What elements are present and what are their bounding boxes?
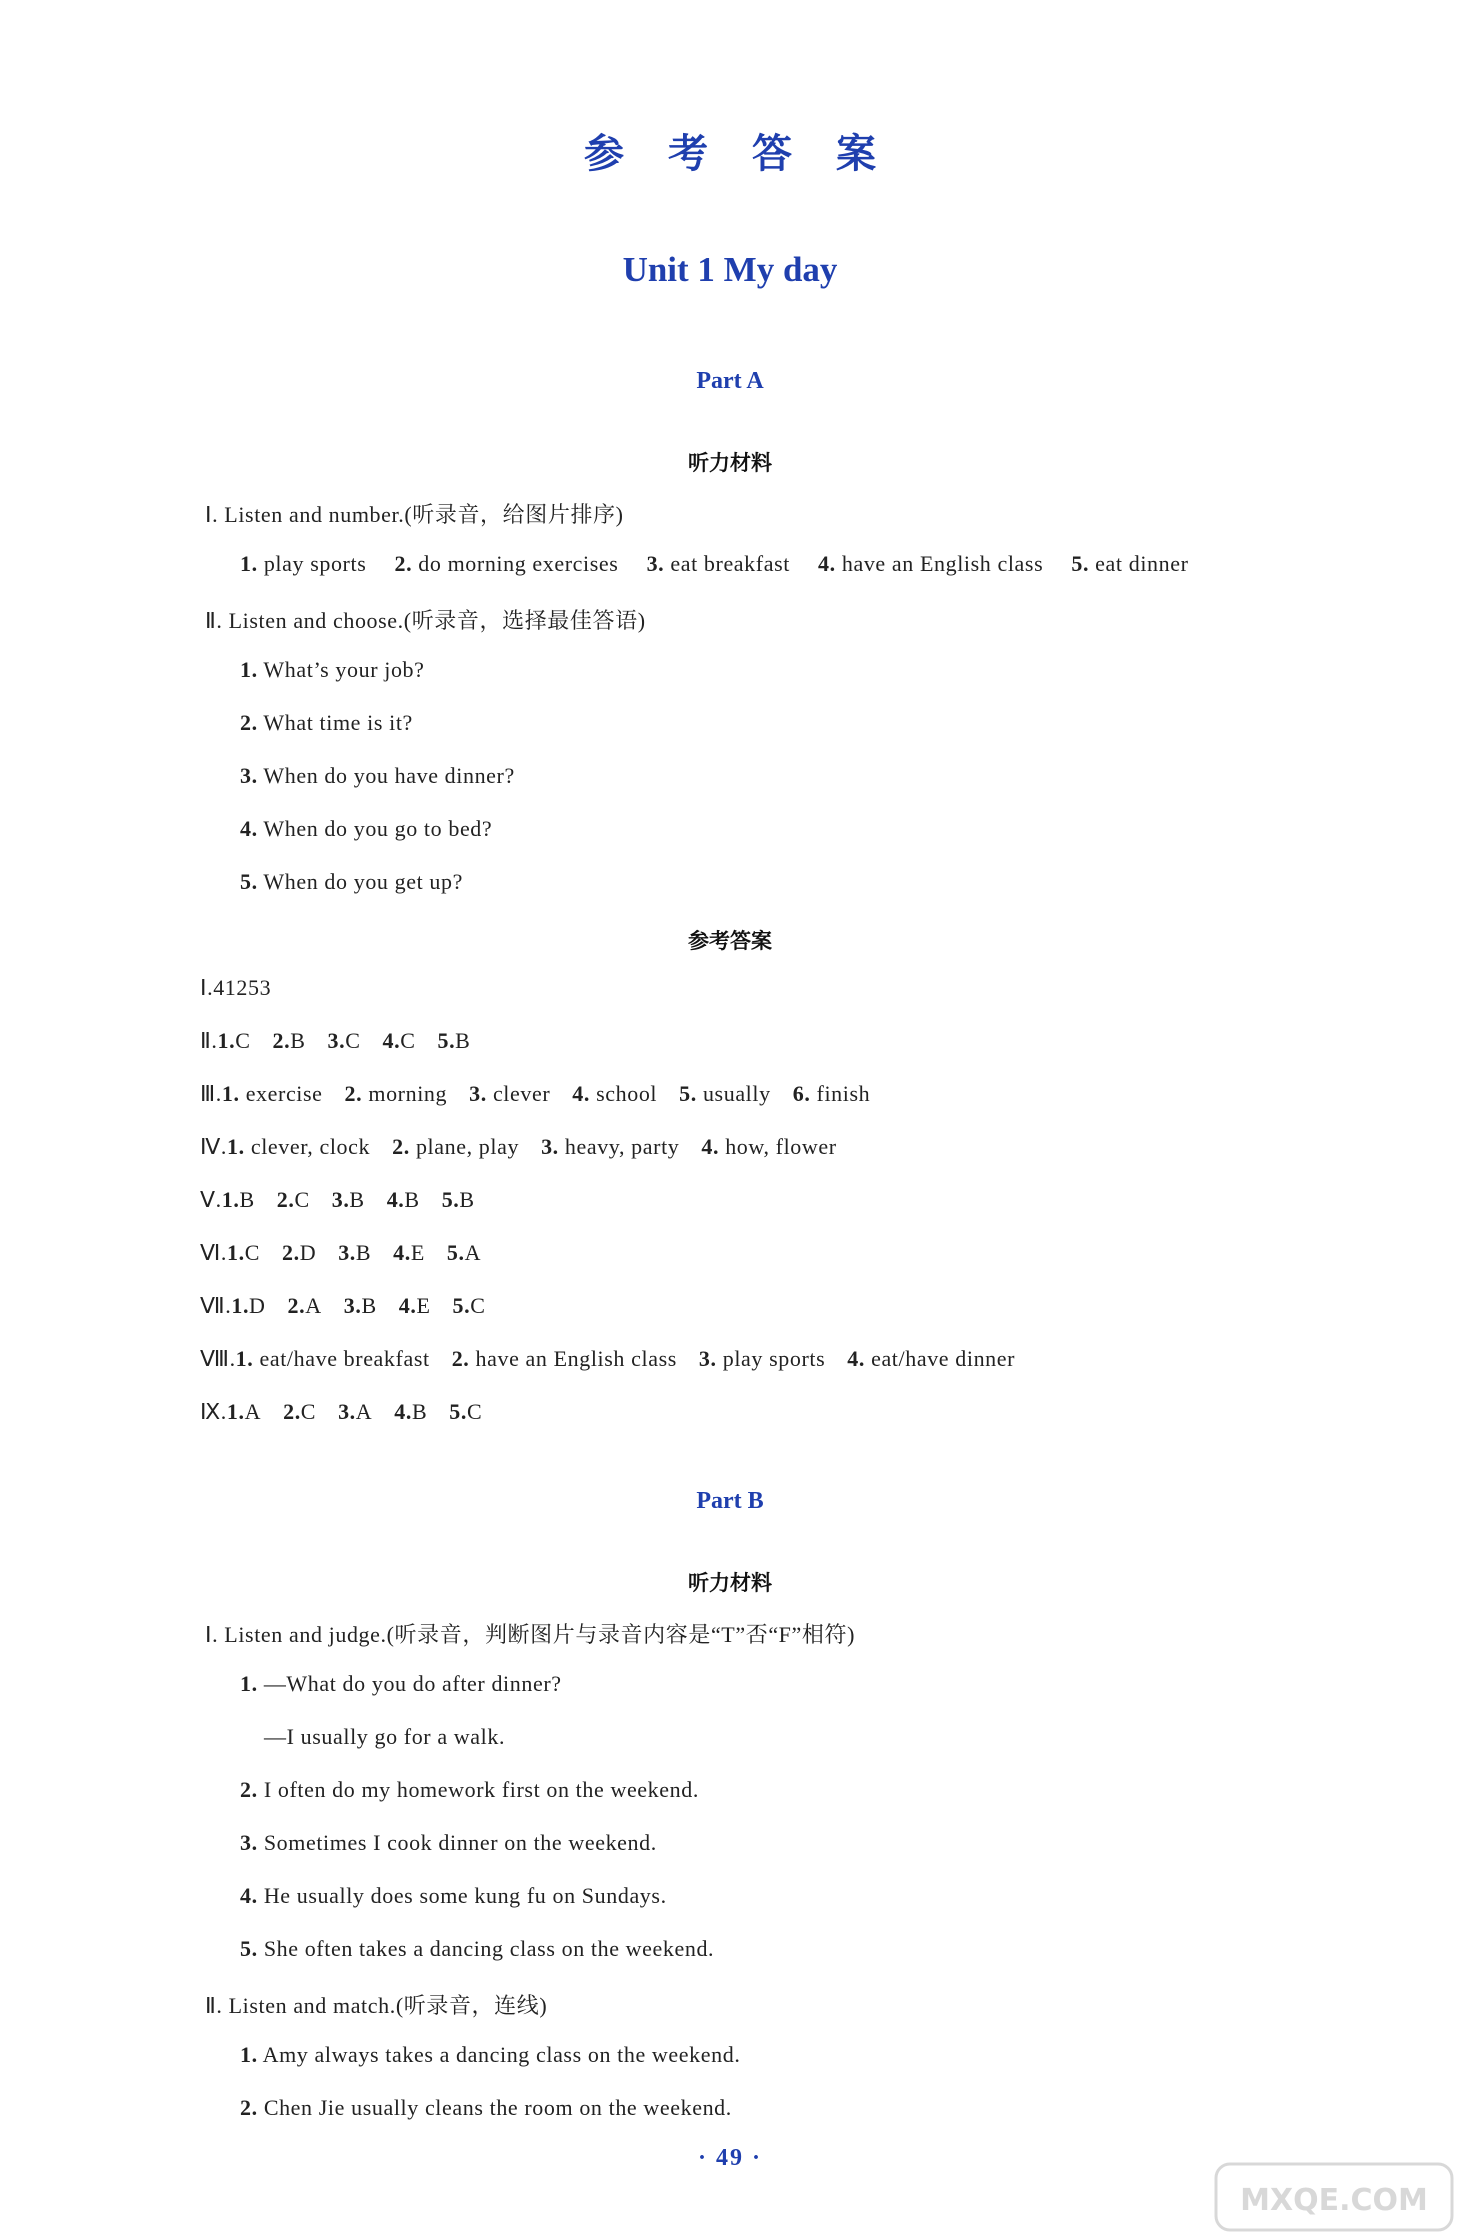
- answer-row: [200, 1134, 837, 1160]
- part-b-heading: Part B: [696, 1488, 764, 1514]
- answer-row: [200, 1240, 481, 1266]
- question-line: [240, 2042, 740, 2068]
- answer-text: A: [305, 1293, 322, 1318]
- answer-text: C: [466, 1399, 483, 1424]
- roman-numeral: Ⅱ.: [200, 1028, 218, 1053]
- item-number: 5.: [1071, 551, 1090, 576]
- item-number: 3.: [698, 1346, 717, 1371]
- item-number: 1.: [217, 1028, 236, 1053]
- item-number: 3.: [541, 1134, 559, 1159]
- answer-text: how, flower: [725, 1134, 837, 1159]
- item-number: 3.: [240, 1830, 258, 1855]
- answer-text: B: [411, 1399, 428, 1424]
- answer-text: B: [361, 1293, 377, 1318]
- roman-numeral: Ⅷ.: [200, 1346, 236, 1371]
- roman-numeral: Ⅰ.: [200, 975, 214, 1000]
- item-number: 1.: [231, 1293, 250, 1318]
- item-number: 4.: [572, 1081, 590, 1106]
- answer-row: [200, 975, 271, 1001]
- answer-text: B: [239, 1187, 255, 1212]
- item-text: He usually does some kung fu on Sundays.: [263, 1883, 667, 1908]
- item-number: 2.: [240, 2095, 258, 2120]
- answer-row: [200, 1346, 1015, 1372]
- answer-text: morning: [368, 1081, 448, 1106]
- item-number: 1.: [227, 1240, 245, 1265]
- roman-numeral: Ⅳ.: [200, 1134, 228, 1159]
- item-number: 2.: [240, 710, 258, 735]
- question-line: [240, 1830, 657, 1856]
- answer-text: C: [300, 1399, 317, 1424]
- item-number: 1.: [221, 1187, 240, 1212]
- item-number: 3.: [338, 1399, 356, 1424]
- item-number: 4.: [701, 1134, 720, 1159]
- item-text: What’s your job?: [263, 657, 425, 682]
- item-number: 1.: [226, 1399, 245, 1424]
- answer-row: [200, 1399, 482, 1425]
- answer-text: B: [455, 1028, 471, 1053]
- part-a-heading: Part A: [696, 368, 764, 394]
- page-title: 参考答案: [584, 130, 920, 177]
- watermark-text: MXQE.COM: [1240, 2183, 1428, 2218]
- question-line: [240, 1936, 714, 1962]
- item-number: 4.: [386, 1187, 405, 1212]
- part-b-section-2-label: Ⅱ. Listen and match.(听录音，连线): [205, 1993, 548, 2018]
- item-number: 5.: [449, 1399, 467, 1424]
- item-number: 5.: [240, 1936, 258, 1961]
- answer-text: C: [235, 1028, 251, 1053]
- item-number: 3.: [343, 1293, 362, 1318]
- answer-text: finish: [816, 1081, 871, 1106]
- item-text: Sometimes I cook dinner on the weekend.: [263, 1830, 657, 1855]
- answer-text: C: [345, 1028, 361, 1053]
- item-number: 6.: [792, 1081, 811, 1106]
- part-a-section-2-label: Ⅱ. Listen and choose.(听录音，选择最佳答语): [205, 608, 646, 633]
- item-number: 2.: [281, 1240, 300, 1265]
- question-line: [240, 1777, 699, 1803]
- item-text: have an English class: [841, 551, 1044, 576]
- item-text: —What do you do after dinner?: [263, 1671, 562, 1696]
- item-text: Amy always takes a dancing class on the weekend.: [262, 2042, 741, 2067]
- answer-text: clever: [492, 1081, 551, 1106]
- unit-title: Unit 1 My day: [622, 250, 838, 289]
- item-number: 5.: [437, 1028, 456, 1053]
- item-number: 1.: [235, 1346, 254, 1371]
- item-text: When do you go to bed?: [263, 816, 493, 841]
- item-number: 1.: [240, 2042, 258, 2067]
- answer-text: C: [470, 1293, 486, 1318]
- item-number: 2.: [240, 1777, 258, 1802]
- answer-text: B: [459, 1187, 475, 1212]
- roman-numeral: Ⅲ.: [200, 1081, 222, 1106]
- item-text: She often takes a dancing class on the weekend.: [263, 1936, 715, 1961]
- item-number: 2.: [276, 1187, 295, 1212]
- item-number: 2.: [272, 1028, 291, 1053]
- answer-text: E: [416, 1293, 431, 1318]
- answer-text: C: [244, 1240, 260, 1265]
- answer-text: C: [400, 1028, 416, 1053]
- item-number: 2.: [344, 1081, 363, 1106]
- answer-text: heavy, party: [564, 1134, 680, 1159]
- item-number: 2.: [283, 1399, 301, 1424]
- item-number: 4.: [394, 1399, 412, 1424]
- item-number: 4.: [398, 1293, 417, 1318]
- watermark-logo: [1214, 2162, 1454, 2232]
- item-number: 1.: [240, 657, 258, 682]
- roman-numeral: Ⅸ.: [200, 1399, 227, 1424]
- item-number: 2.: [287, 1293, 306, 1318]
- answer-text: eat/have dinner: [871, 1346, 1016, 1371]
- answer-text: D: [299, 1240, 317, 1265]
- question-line: [240, 869, 463, 895]
- answer-text: A: [355, 1399, 373, 1424]
- item-number: 3.: [646, 551, 665, 576]
- item-number: 5.: [452, 1293, 471, 1318]
- answer-text: B: [349, 1187, 365, 1212]
- item-number: 3.: [331, 1187, 350, 1212]
- item-text: I often do my homework first on the weekend.: [263, 1777, 699, 1802]
- part-a-section-1-label: Ⅰ. Listen and number.(听录音，给图片排序): [205, 502, 624, 527]
- item-text: Chen Jie usually cleans the room on the weekend.: [263, 2095, 732, 2120]
- item-text: do morning exercises: [418, 551, 619, 576]
- question-line: [240, 710, 413, 736]
- answer-text: A: [464, 1240, 482, 1265]
- item-number: 2.: [392, 1134, 410, 1159]
- question-line: [264, 1724, 505, 1750]
- item-text: When do you get up?: [263, 869, 463, 894]
- answer-row: [200, 1081, 870, 1107]
- item-number: 5.: [446, 1240, 465, 1265]
- question-line: [240, 2095, 732, 2121]
- item-number: 1.: [227, 1134, 245, 1159]
- part-a-listening-heading: 听力材料: [688, 451, 772, 475]
- answer-text: D: [249, 1293, 266, 1318]
- roman-numeral: Ⅶ.: [200, 1293, 232, 1318]
- part-b-listening-heading: 听力材料: [688, 1571, 772, 1595]
- item-text: What time is it?: [263, 710, 413, 735]
- item-text: eat dinner: [1095, 551, 1189, 576]
- item-number: 4.: [847, 1346, 865, 1371]
- answer-text: exercise: [245, 1081, 323, 1106]
- item-number: 4.: [818, 551, 836, 576]
- item-text: eat breakfast: [670, 551, 790, 576]
- question-line: [240, 816, 492, 842]
- answer-text: B: [355, 1240, 372, 1265]
- answer-text: 41253: [213, 975, 272, 1000]
- answer-text: B: [290, 1028, 306, 1053]
- answer-text: plane, play: [415, 1134, 520, 1159]
- answer-text: play sports: [722, 1346, 826, 1371]
- answer-text: usually: [702, 1081, 771, 1106]
- answer-text: school: [596, 1081, 658, 1106]
- item-number: 4.: [240, 816, 258, 841]
- watermark-logo-graphic: [1214, 2162, 1454, 2232]
- answer-row: [200, 1187, 475, 1213]
- item-number: 3.: [327, 1028, 346, 1053]
- item-number: 4.: [382, 1028, 401, 1053]
- part-a-section-1-items: [240, 551, 1189, 577]
- answer-text: eat/have breakfast: [259, 1346, 430, 1371]
- item-number: 4.: [393, 1240, 411, 1265]
- answer-text: clever, clock: [250, 1134, 371, 1159]
- part-b-section-1-label: Ⅰ. Listen and judge.(听录音，判断图片与录音内容是“T”否“F”相符): [205, 1622, 856, 1647]
- item-number: 2.: [451, 1346, 470, 1371]
- item-text: play sports: [263, 551, 367, 576]
- item-number: 2.: [394, 551, 413, 576]
- item-number: 5.: [679, 1081, 697, 1106]
- question-line: [240, 1883, 667, 1909]
- roman-numeral: Ⅵ.: [200, 1240, 227, 1265]
- answer-text: have an English class: [475, 1346, 677, 1371]
- answer-text: E: [410, 1240, 425, 1265]
- item-number: 3.: [469, 1081, 487, 1106]
- item-number: 1.: [240, 1671, 258, 1696]
- item-number: 1.: [221, 1081, 240, 1106]
- answer-row: [200, 1028, 470, 1054]
- part-a-answers-heading: 参考答案: [688, 929, 772, 953]
- item-number: 3.: [240, 763, 258, 788]
- page-number: · 49 ·: [697, 2145, 762, 2171]
- answer-text: B: [404, 1187, 420, 1212]
- question-line: [240, 763, 515, 789]
- answer-text: C: [294, 1187, 310, 1212]
- item-text: —I usually go for a walk.: [264, 1724, 506, 1749]
- answer-text: A: [244, 1399, 262, 1424]
- item-number: 1.: [240, 551, 258, 576]
- item-number: 3.: [338, 1240, 356, 1265]
- question-line: [240, 1671, 562, 1697]
- roman-numeral: Ⅴ.: [200, 1187, 222, 1212]
- item-number: 5.: [240, 869, 258, 894]
- question-line: [240, 657, 425, 683]
- item-text: When do you have dinner?: [263, 763, 515, 788]
- answer-row: [200, 1293, 485, 1319]
- item-number: 4.: [240, 1883, 258, 1908]
- item-number: 5.: [441, 1187, 460, 1212]
